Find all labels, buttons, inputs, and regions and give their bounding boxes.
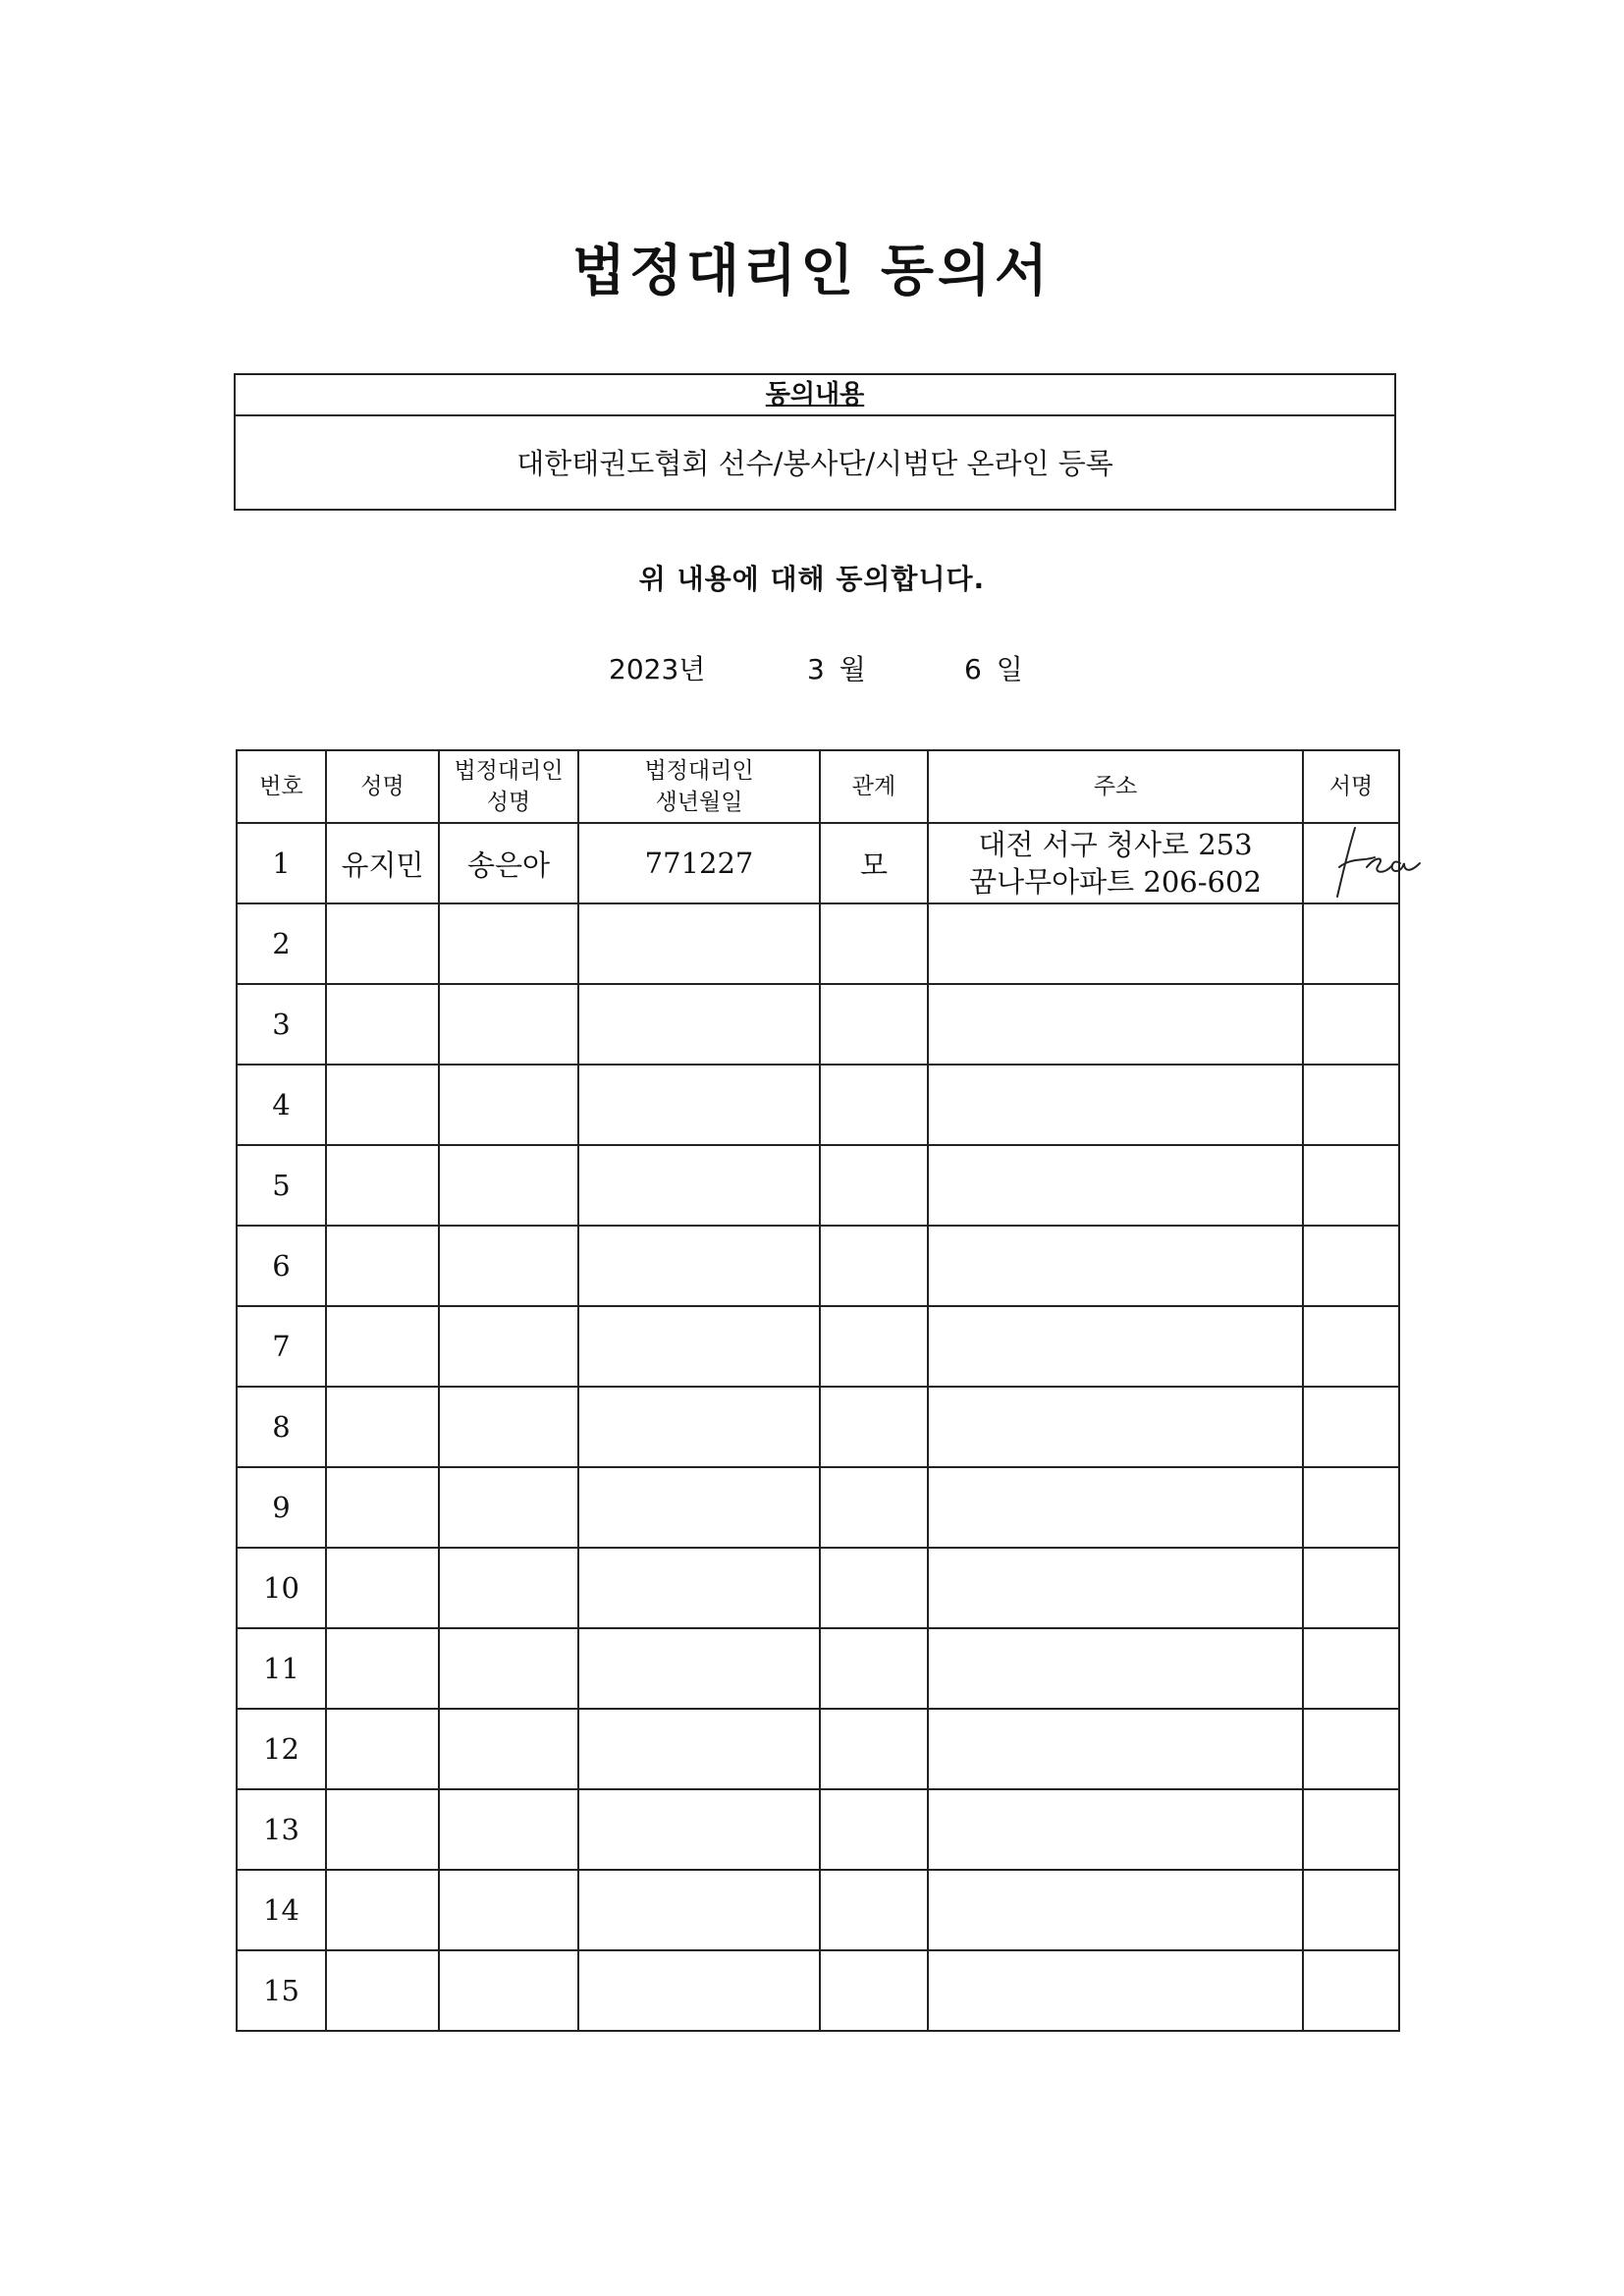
cell-guardian-birth — [578, 1065, 820, 1145]
table-row — [237, 1709, 1399, 1789]
cell-guardian-birth — [578, 1789, 820, 1870]
cell-relation — [820, 1226, 928, 1306]
cell-guardian-name — [439, 1870, 578, 1950]
cell-relation — [820, 1548, 928, 1628]
table-row — [237, 1065, 1399, 1145]
cell-signature — [1303, 1226, 1399, 1306]
date-month-value: 3 — [807, 653, 825, 685]
header-signature: 서명 — [1303, 750, 1399, 823]
cell-address — [928, 1548, 1303, 1628]
cell-no: 6 — [237, 1226, 326, 1306]
cell-address — [928, 1306, 1303, 1387]
table-row — [237, 1306, 1399, 1387]
date-day — [964, 648, 1029, 687]
cell-signature — [1303, 1145, 1399, 1226]
cell-relation — [820, 1306, 928, 1387]
table-row — [237, 1628, 1399, 1709]
cell-relation — [820, 903, 928, 984]
cell-relation — [820, 1870, 928, 1950]
cell-address — [928, 1387, 1303, 1467]
cell-guardian-name — [439, 1789, 578, 1870]
cell-signature — [1303, 823, 1399, 903]
agreement-statement: 위 내용에 대해 동의합니다. — [638, 563, 986, 595]
cell-guardian-name — [439, 1628, 578, 1709]
cell-guardian-birth — [578, 1145, 820, 1226]
cell-no: 12 — [237, 1709, 326, 1789]
header-name: 성명 — [326, 750, 439, 823]
cell-guardian-name — [439, 1950, 578, 2031]
cell-name — [326, 1467, 439, 1548]
consent-header: 동의내용 — [236, 375, 1394, 416]
cell-address — [928, 1226, 1303, 1306]
cell-guardian-birth — [578, 1950, 820, 2031]
cell-signature — [1303, 1870, 1399, 1950]
cell-name — [326, 1789, 439, 1870]
table-row — [237, 1789, 1399, 1870]
cell-relation — [820, 1789, 928, 1870]
cell-relation — [820, 1467, 928, 1548]
header-no: 번호 — [237, 750, 326, 823]
cell-name — [326, 1548, 439, 1628]
cell-no: 14 — [237, 1870, 326, 1950]
cell-relation — [820, 984, 928, 1065]
cell-guardian-name — [439, 1467, 578, 1548]
header-guardian-name — [439, 750, 578, 823]
date-year-unit: 년 — [678, 653, 706, 685]
cell-signature — [1303, 1065, 1399, 1145]
cell-name — [326, 1950, 439, 2031]
cell-signature — [1303, 1548, 1399, 1628]
cell-address — [928, 903, 1303, 984]
cell-guardian-name — [439, 1226, 578, 1306]
header-address: 주소 — [928, 750, 1303, 823]
address-line1: 대전 서구 청사로 253 — [978, 828, 1253, 861]
date-day-value: 6 — [964, 653, 982, 685]
cell-signature — [1303, 1789, 1399, 1870]
cell-guardian-birth — [578, 1467, 820, 1548]
cell-address — [928, 1950, 1303, 2031]
cell-signature — [1303, 1950, 1399, 2031]
cell-no: 9 — [237, 1467, 326, 1548]
cell-name — [326, 1387, 439, 1467]
header-guardian-birth-line1: 법정대리인 — [644, 758, 754, 784]
table-row — [237, 1870, 1399, 1950]
date-month-unit: 월 — [839, 653, 866, 685]
cell-no: 5 — [237, 1145, 326, 1226]
cell-address — [928, 1065, 1303, 1145]
cell-no: 15 — [237, 1950, 326, 2031]
cell-signature — [1303, 1709, 1399, 1789]
cell-guardian-name — [439, 1145, 578, 1226]
cell-signature — [1303, 1306, 1399, 1387]
cell-relation — [820, 1065, 928, 1145]
cell-no: 2 — [237, 903, 326, 984]
cell-relation: 모 — [820, 823, 928, 903]
cell-relation — [820, 1145, 928, 1226]
cell-name: 유지민 — [326, 823, 439, 903]
cell-relation — [820, 1387, 928, 1467]
cell-name — [326, 903, 439, 984]
cell-no: 11 — [237, 1628, 326, 1709]
cell-address — [928, 1628, 1303, 1709]
cell-no: 13 — [237, 1789, 326, 1870]
cell-guardian-name — [439, 1387, 578, 1467]
cell-guardian-birth — [578, 1226, 820, 1306]
cell-guardian-birth — [578, 1628, 820, 1709]
cell-guardian-name: 송은아 — [439, 823, 578, 903]
table-row — [237, 984, 1399, 1065]
cell-signature — [1303, 1628, 1399, 1709]
table-row — [237, 1387, 1399, 1467]
cell-no: 8 — [237, 1387, 326, 1467]
cell-guardian-birth — [578, 903, 820, 984]
table-header-row — [237, 750, 1399, 823]
cell-signature — [1303, 903, 1399, 984]
cell-guardian-name — [439, 984, 578, 1065]
cell-guardian-birth: 771227 — [578, 823, 820, 903]
cell-no: 3 — [237, 984, 326, 1065]
handwritten-signature — [1306, 820, 1428, 902]
cell-name — [326, 1870, 439, 1950]
cell-guardian-birth — [578, 1387, 820, 1467]
cell-no: 4 — [237, 1065, 326, 1145]
cell-no: 10 — [237, 1548, 326, 1628]
header-guardian-birth-line2: 생년월일 — [655, 790, 743, 815]
address-line2: 꿈나무아파트 206-602 — [969, 865, 1262, 899]
cell-no: 1 — [237, 823, 326, 903]
date-year — [609, 648, 711, 687]
cell-guardian-name — [439, 1548, 578, 1628]
consent-box — [234, 373, 1396, 511]
registration-table — [236, 749, 1400, 2032]
cell-no: 7 — [237, 1306, 326, 1387]
date-month — [807, 648, 872, 687]
cell-name — [326, 1065, 439, 1145]
consent-content: 대한태권도협회 선수/봉사단/시범단 온라인 등록 — [516, 447, 1113, 480]
cell-relation — [820, 1628, 928, 1709]
cell-guardian-birth — [578, 1870, 820, 1950]
cell-guardian-name — [439, 903, 578, 984]
cell-address — [928, 823, 1303, 903]
cell-address — [928, 1709, 1303, 1789]
document-title: 법정대리인 동의서 — [571, 239, 1053, 303]
cell-address — [928, 1789, 1303, 1870]
table-row — [237, 1467, 1399, 1548]
cell-address — [928, 1870, 1303, 1950]
cell-name — [326, 1709, 439, 1789]
header-guardian-name-line2: 성명 — [486, 790, 531, 815]
cell-guardian-name — [439, 1306, 578, 1387]
cell-name — [326, 1628, 439, 1709]
cell-name — [326, 1306, 439, 1387]
table-row — [237, 1950, 1399, 2031]
cell-address — [928, 984, 1303, 1065]
cell-signature — [1303, 1387, 1399, 1467]
cell-guardian-name — [439, 1709, 578, 1789]
date-day-unit: 일 — [996, 653, 1023, 685]
date-year-value: 2023 — [609, 653, 679, 685]
cell-signature — [1303, 1467, 1399, 1548]
table-row — [237, 1145, 1399, 1226]
table-row — [237, 823, 1399, 903]
table-row — [237, 1226, 1399, 1306]
cell-name — [326, 1226, 439, 1306]
cell-name — [326, 984, 439, 1065]
table-row — [237, 1548, 1399, 1628]
cell-relation — [820, 1709, 928, 1789]
header-guardian-name-line1: 법정대리인 — [454, 758, 564, 784]
cell-guardian-birth — [578, 1306, 820, 1387]
cell-guardian-birth — [578, 984, 820, 1065]
cell-guardian-birth — [578, 1548, 820, 1628]
header-relation: 관계 — [820, 750, 928, 823]
header-guardian-birth — [578, 750, 820, 823]
cell-address — [928, 1467, 1303, 1548]
cell-relation — [820, 1950, 928, 2031]
table-row — [237, 903, 1399, 984]
cell-signature — [1303, 984, 1399, 1065]
cell-guardian-birth — [578, 1709, 820, 1789]
cell-name — [326, 1145, 439, 1226]
cell-address — [928, 1145, 1303, 1226]
cell-guardian-name — [439, 1065, 578, 1145]
